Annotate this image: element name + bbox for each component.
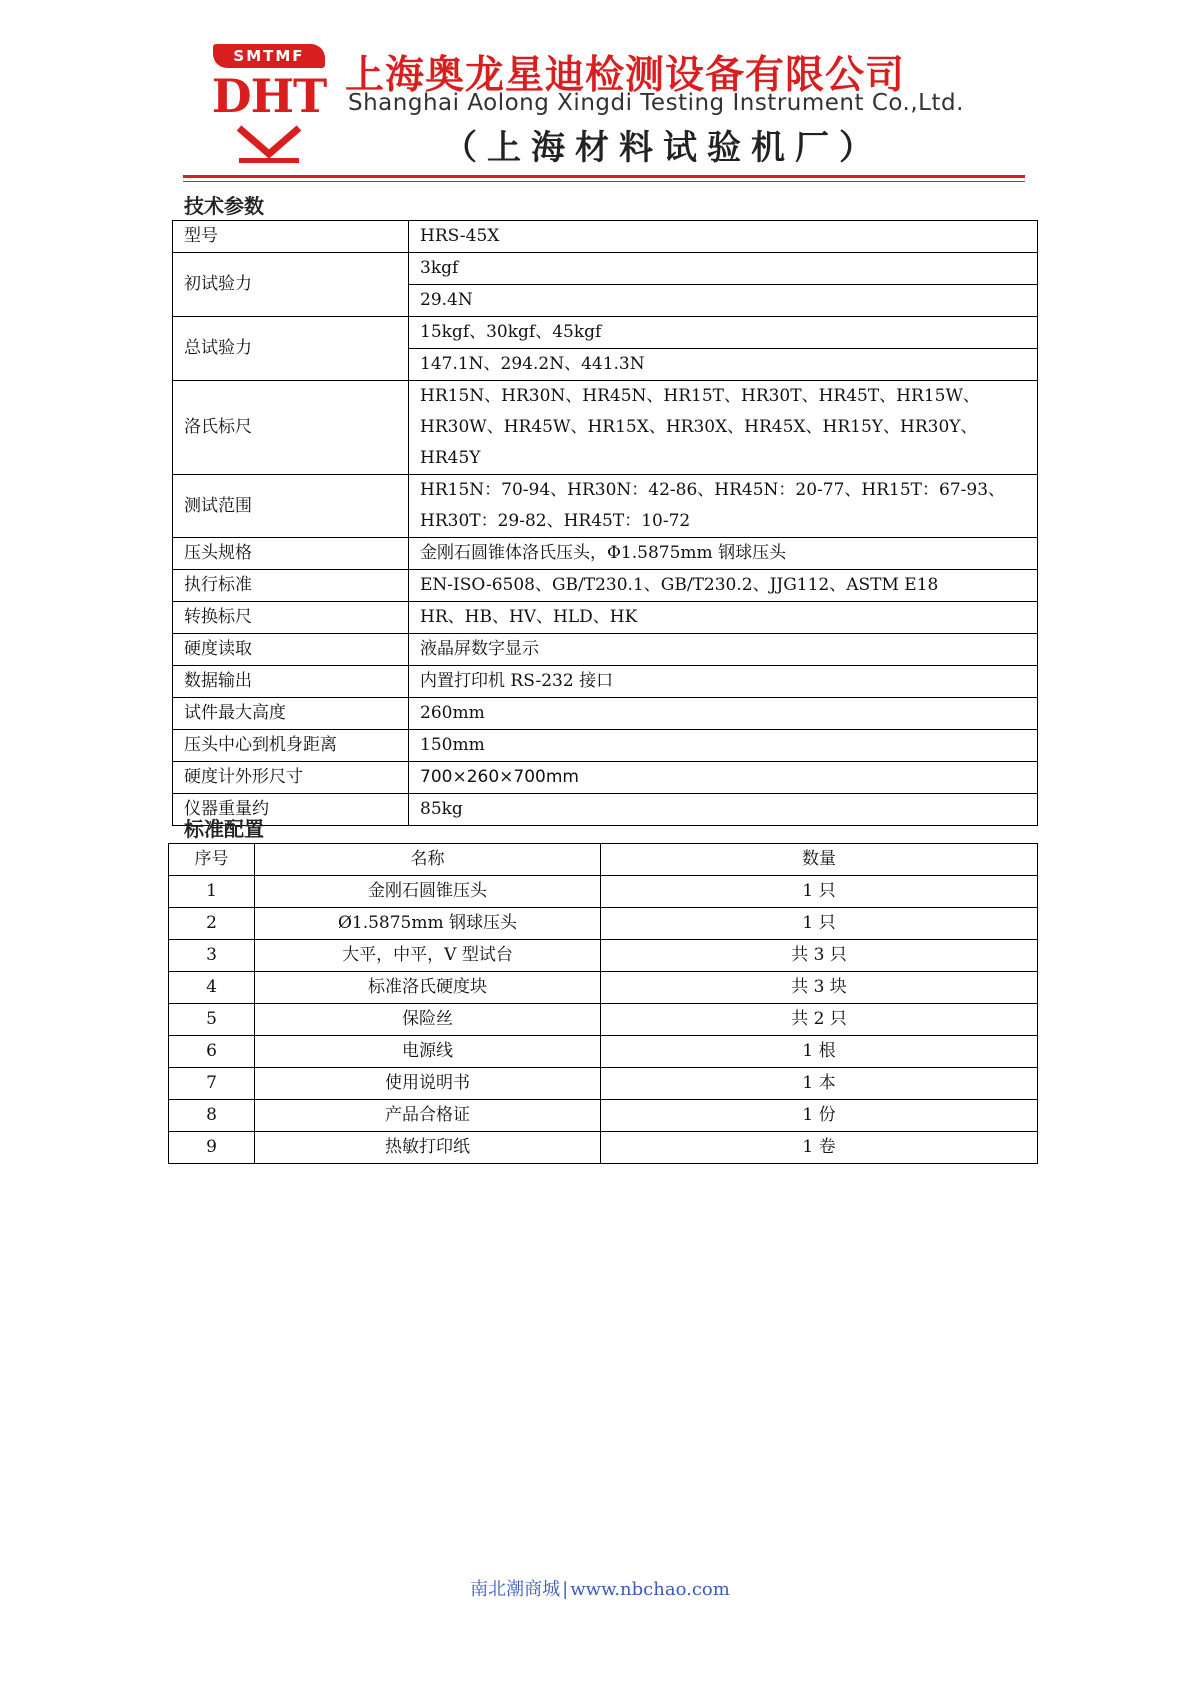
- footer-separator: |: [562, 1579, 569, 1600]
- cell-quantity: 共 3 块: [601, 972, 1038, 1004]
- spec-key: 压头中心到机身距离: [173, 730, 409, 762]
- cell-name: 保险丝: [255, 1004, 601, 1036]
- logo-text: DHT: [211, 69, 327, 123]
- spec-value: 147.1N、294.2N、441.3N: [409, 349, 1038, 381]
- spec-key: 洛氏标尺: [173, 381, 409, 475]
- spec-value: HR15N、HR30N、HR45N、HR15T、HR30T、HR45T、HR15W、HR30W、HR45W、HR15X、HR30X、HR45X、HR15Y、HR30Y、HR45Y: [409, 381, 1038, 475]
- spec-key: 型号: [173, 221, 409, 253]
- spec-key: 仪器重量约: [173, 794, 409, 826]
- cell-name: 电源线: [255, 1036, 601, 1068]
- spec-key: 试件最大高度: [173, 698, 409, 730]
- column-header: 数量: [601, 844, 1038, 876]
- spec-value: 金刚石圆锥体洛氏压头，Φ1.5875mm 钢球压头: [409, 538, 1038, 570]
- spec-table: [172, 220, 1038, 826]
- table-header-row: [169, 844, 1038, 876]
- spec-value: 29.4N: [409, 285, 1038, 317]
- cell-index: 8: [169, 1100, 255, 1132]
- spec-value: HR、HB、HV、HLD、HK: [409, 602, 1038, 634]
- spec-key: 初试验力: [173, 253, 409, 317]
- table-row: [173, 730, 1038, 762]
- table-row: [173, 221, 1038, 253]
- spec-key: 压头规格: [173, 538, 409, 570]
- cell-name: 热敏打印纸: [255, 1132, 601, 1164]
- table-row: [173, 762, 1038, 794]
- spec-key: 执行标准: [173, 570, 409, 602]
- spec-key: 总试验力: [173, 317, 409, 381]
- header-rule-thick: [183, 175, 1025, 178]
- page-footer: [0, 1575, 1200, 1601]
- cell-name: 使用说明书: [255, 1068, 601, 1100]
- logo-chevron-icon: [235, 122, 303, 164]
- table-row: [173, 602, 1038, 634]
- spec-key: 硬度读取: [173, 634, 409, 666]
- cell-quantity: 1 本: [601, 1068, 1038, 1100]
- footer-site-name[interactable]: 南北潮商城: [470, 1579, 561, 1600]
- spec-value: HRS-45X: [409, 221, 1038, 253]
- spec-key: 数据输出: [173, 666, 409, 698]
- cell-index: 1: [169, 876, 255, 908]
- table-row: [173, 570, 1038, 602]
- spec-value: 85kg: [409, 794, 1038, 826]
- spec-value: 700×260×700mm: [409, 762, 1038, 794]
- cell-name: Ø1.5875mm 钢球压头: [255, 908, 601, 940]
- cell-index: 9: [169, 1132, 255, 1164]
- table-row: [173, 634, 1038, 666]
- cell-name: 标准洛氏硬度块: [255, 972, 601, 1004]
- spec-value: 15kgf、30kgf、45kgf: [409, 317, 1038, 349]
- table-row: [169, 1132, 1038, 1164]
- table-row: [173, 538, 1038, 570]
- header-rule-thin: [183, 181, 1025, 182]
- cell-quantity: 1 只: [601, 876, 1038, 908]
- table-row: [173, 698, 1038, 730]
- column-header: 序号: [169, 844, 255, 876]
- cell-name: 金刚石圆锥压头: [255, 876, 601, 908]
- cell-index: 5: [169, 1004, 255, 1036]
- cell-index: 2: [169, 908, 255, 940]
- table-row: [169, 1100, 1038, 1132]
- company-subtitle: （上海材料试验机厂）: [443, 128, 883, 168]
- table-row: [169, 876, 1038, 908]
- table-row: [169, 1004, 1038, 1036]
- config-table: [168, 843, 1038, 1164]
- cell-quantity: 共 3 只: [601, 940, 1038, 972]
- table-row: [173, 475, 1038, 538]
- spec-value: 内置打印机 RS-232 接口: [409, 666, 1038, 698]
- footer-url-link[interactable]: www.nbchao.com: [570, 1579, 730, 1600]
- cell-index: 7: [169, 1068, 255, 1100]
- letterhead: [205, 42, 1035, 167]
- spec-value: EN-ISO-6508、GB/T230.1、GB/T230.2、JJG112、ASTM E18: [409, 570, 1038, 602]
- cell-name: 大平，中平，V 型试台: [255, 940, 601, 972]
- spec-key: 硬度计外形尺寸: [173, 762, 409, 794]
- spec-section-title: 技术参数: [184, 194, 264, 218]
- table-row: [173, 794, 1038, 826]
- table-row: [169, 972, 1038, 1004]
- spec-value: 液晶屏数字显示: [409, 634, 1038, 666]
- config-section-title: 标准配置: [184, 817, 264, 841]
- spec-value: HR15N：70-94、HR30N：42-86、HR45N：20-77、HR15T：67-93、HR30T：29-82、HR45T：10-72: [409, 475, 1038, 538]
- spec-value: 150mm: [409, 730, 1038, 762]
- table-row: [169, 1068, 1038, 1100]
- spec-key: 转换标尺: [173, 602, 409, 634]
- cell-quantity: 共 2 只: [601, 1004, 1038, 1036]
- cell-quantity: 1 卷: [601, 1132, 1038, 1164]
- table-row: [169, 1036, 1038, 1068]
- cell-quantity: 1 只: [601, 908, 1038, 940]
- company-name-en: Shanghai Aolong Xingdi Testing Instrument Co.,Ltd.: [348, 90, 964, 116]
- table-row: [173, 317, 1038, 349]
- column-header: 名称: [255, 844, 601, 876]
- cell-index: 4: [169, 972, 255, 1004]
- spec-value: 3kgf: [409, 253, 1038, 285]
- cell-index: 6: [169, 1036, 255, 1068]
- spec-key: 测试范围: [173, 475, 409, 538]
- cell-index: 3: [169, 940, 255, 972]
- cell-quantity: 1 根: [601, 1036, 1038, 1068]
- company-name-cn: 上海奥龙星迪检测设备有限公司: [345, 53, 906, 98]
- cell-name: 产品合格证: [255, 1100, 601, 1132]
- logo-badge: SMTMF: [213, 44, 325, 68]
- table-row: [173, 666, 1038, 698]
- table-row: [169, 908, 1038, 940]
- table-row: [173, 253, 1038, 285]
- table-row: [173, 381, 1038, 475]
- table-row: [169, 940, 1038, 972]
- company-logo: [205, 42, 333, 164]
- spec-value: 260mm: [409, 698, 1038, 730]
- cell-quantity: 1 份: [601, 1100, 1038, 1132]
